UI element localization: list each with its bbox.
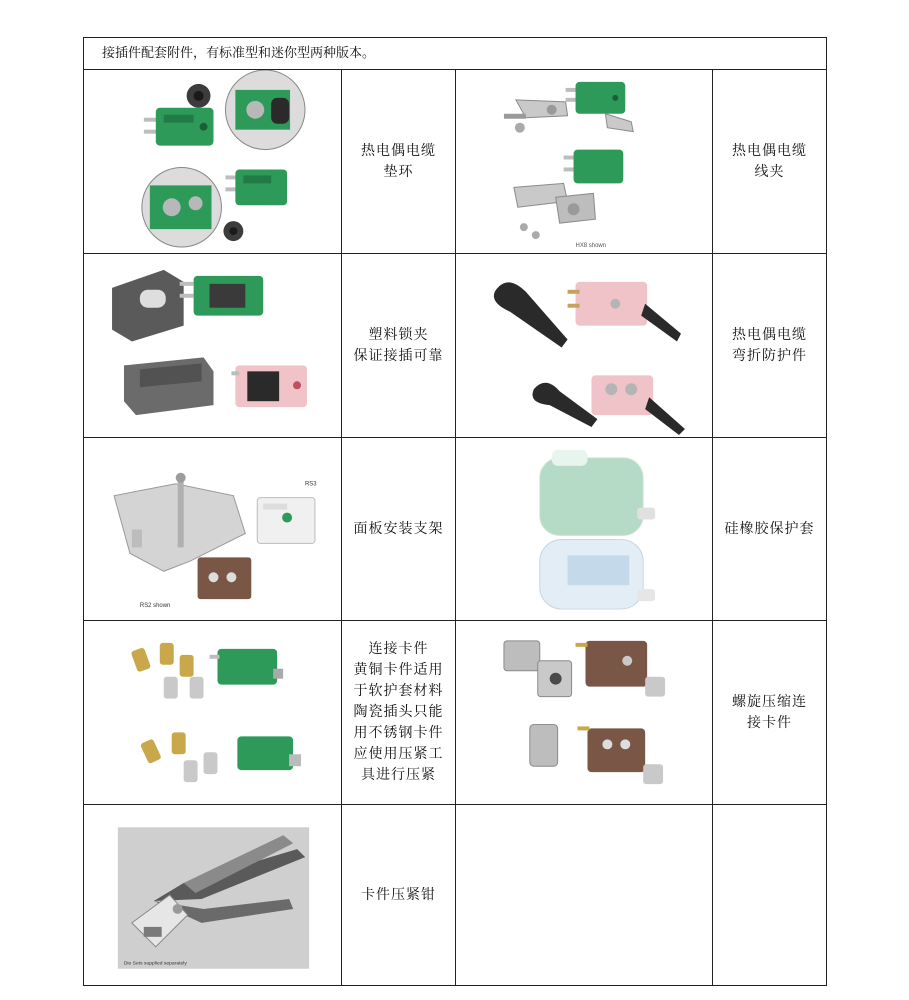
label-strain-relief: 热电偶电缆 弯折防护件 [732, 326, 807, 364]
photo-panel-bracket [84, 438, 342, 620]
label-crimp-tool: 卡件压紧钳 [342, 805, 456, 985]
photo-cable-clamp [456, 70, 713, 253]
photo-crimp-ferrules [84, 621, 342, 804]
caption-rs2: RS2 shown [139, 603, 171, 610]
photo-crimp-tool [84, 805, 342, 985]
empty-cell-label [713, 805, 826, 985]
label-cable-clamp: 热电偶电缆 线夹 [732, 142, 807, 180]
label-cable-grommet: 热电偶电缆 垫环 [342, 70, 456, 253]
table-row [84, 70, 826, 254]
photo-plastic-lock-clip [84, 254, 342, 437]
photo-silicone-cover [456, 438, 713, 620]
caption-hx8: HX8 shown [575, 243, 606, 250]
photo-cable-grommet [84, 70, 342, 253]
label-plastic-lock-clip: 塑料锁夹 保证接插可靠 [342, 254, 456, 437]
accessories-table [83, 37, 827, 986]
photo-screw-compression [456, 621, 713, 804]
table-row [84, 254, 826, 438]
photo-strain-relief [456, 254, 713, 437]
caption-rs3: RS3 [304, 481, 317, 488]
label-panel-bracket: 面板安装支架 [342, 438, 456, 620]
empty-cell [456, 805, 713, 985]
label-silicone-cover: 硅橡胶保护套 [724, 520, 815, 537]
table-row [84, 621, 826, 805]
label-screw-compression: 螺旋压缩连 接卡件 [732, 693, 807, 731]
caption-die-sets: Die Sets supplied separately [123, 960, 187, 967]
table-header: 接插件配套附件，有标准型和迷你型两种版本。 [84, 38, 826, 70]
table-row [84, 438, 826, 621]
label-crimp-ferrules: 连接卡件 黄铜卡件适用 于软护套材料 陶瓷插头只能 用不锈钢卡件 应使用压紧工 具进行压紧 [342, 621, 456, 804]
table-row [84, 805, 826, 985]
